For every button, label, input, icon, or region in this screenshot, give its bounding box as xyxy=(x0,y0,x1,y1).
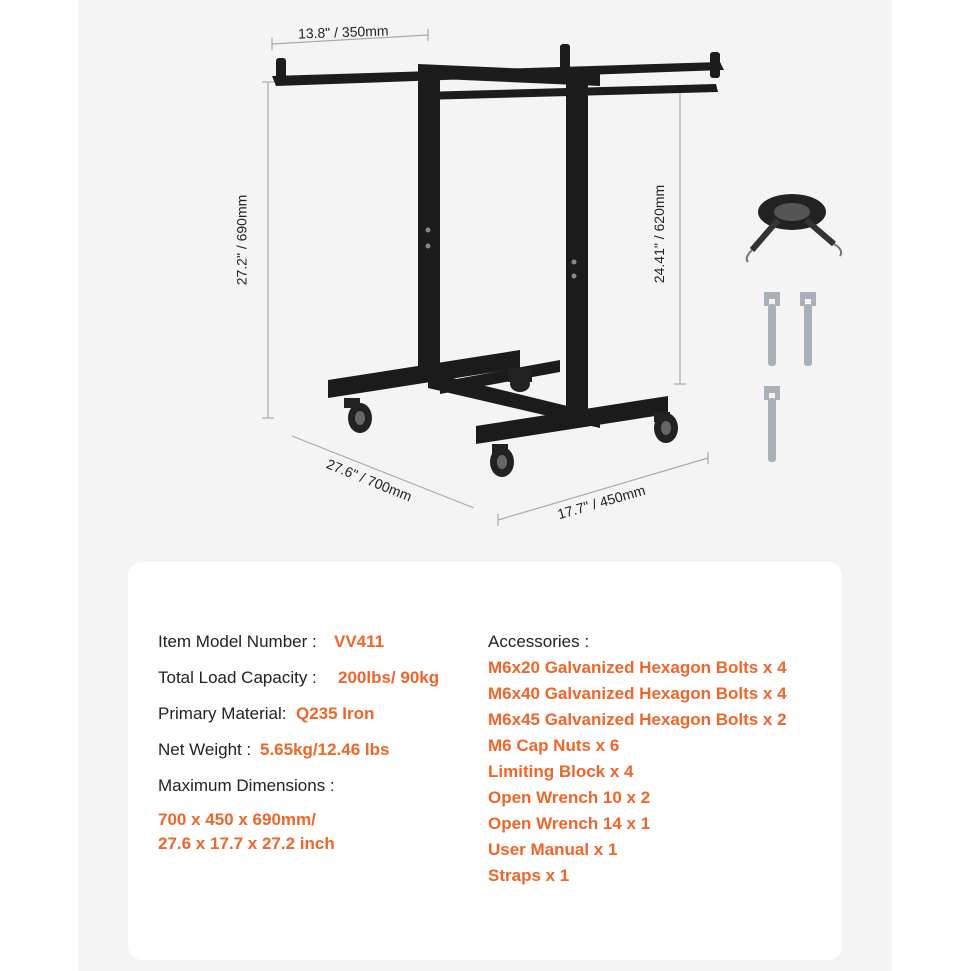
spec-card xyxy=(128,562,842,960)
dimension-inner-height: 24.41" / 620mm xyxy=(651,184,668,284)
strap-accessory xyxy=(747,194,841,262)
max-dim-value-1: 700 x 450 x 690mm/ xyxy=(158,810,316,829)
accessory-item: Open Wrench 10 x 2 xyxy=(488,788,651,807)
dimension-width: 17.7" / 450mm xyxy=(555,481,648,523)
max-dim-label: Maximum Dimensions : xyxy=(158,776,335,795)
weight-label: Net Weight : xyxy=(158,740,252,759)
max-dim-value-2: 27.6 x 17.7 x 27.2 inch xyxy=(158,834,335,853)
weight-value: 5.65kg/12.46 lbs xyxy=(260,740,390,759)
dimension-total-height: 27.2" / 690mm xyxy=(233,194,250,286)
accessory-item: Straps x 1 xyxy=(488,866,570,885)
base-frame xyxy=(328,350,668,444)
dimension-lines xyxy=(262,29,708,526)
accessory-item: Limiting Block x 4 xyxy=(488,762,634,781)
dimension-length: 27.6" / 700mm xyxy=(324,455,415,505)
accessory-item: M6x20 Galvanized Hexagon Bolts x 4 xyxy=(488,658,787,677)
accessory-item: M6x40 Galvanized Hexagon Bolts x 4 xyxy=(488,684,787,703)
accessory-item: Open Wrench 14 x 1 xyxy=(488,814,651,833)
accessory-item: M6x45 Galvanized Hexagon Bolts x 2 xyxy=(488,710,787,729)
accessory-item: M6 Cap Nuts x 6 xyxy=(488,736,620,755)
model-value: VV411 xyxy=(334,632,385,651)
load-value: 200lbs/ 90kg xyxy=(338,668,440,687)
material-label: Primary Material: xyxy=(158,704,287,723)
wrench-accessories xyxy=(764,292,816,462)
accessories-title: Accessories : xyxy=(488,632,590,651)
model-label: Item Model Number : xyxy=(158,632,317,651)
accessory-item: User Manual x 1 xyxy=(488,840,618,859)
top-arms xyxy=(272,44,724,102)
load-label: Total Load Capacity : xyxy=(158,668,317,687)
material-value: Q235 Iron xyxy=(296,704,375,723)
dimension-top-width: 13.8" / 350mm xyxy=(297,22,389,42)
